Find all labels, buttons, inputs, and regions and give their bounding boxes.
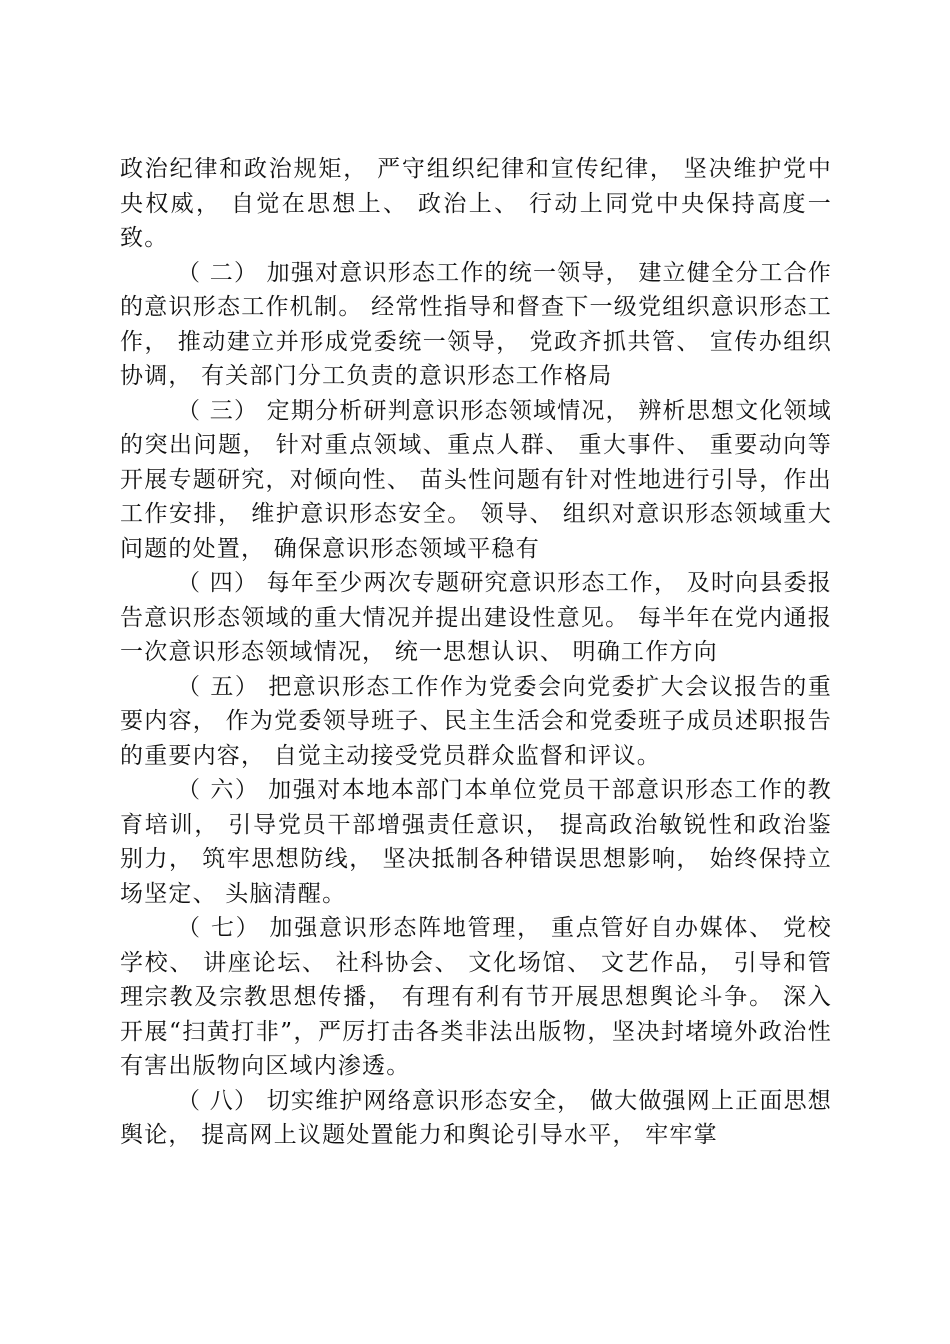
paragraph-item-2: （ 二） 加强对意识形态工作的统一领导， 建立健全分工合作的意识形态工作机制。 经常性指导和督查下一级党组织意识形态工作， 推动建立并形成党委统一领导， 党政齐抓共管、 宣传办组织协调， 有关部门分工负责的意识形态工作格局 bbox=[120, 259, 832, 389]
paragraph-item-6: （ 六） 加强对本地本部门本单位党员干部意识形态工作的教育培训， 引导党员干部增强责任意识， 提高政治敏锐性和政治鉴别力， 筑牢思想防线， 坚决抵制各种错误思想影响， 始终保持立场坚定、 头脑清醒。 bbox=[120, 777, 832, 907]
paragraph-continuation: 政治纪律和政治规矩， 严守组织纪律和宣传纪律， 坚决维护党中央权威， 自觉在思想上、 政治上、 行动上同党中央保持高度一致。 bbox=[120, 156, 832, 251]
paragraph-item-8: （ 八） 切实维护网络意识形态安全， 做大做强网上正面思想舆论， 提高网上议题处置能力和舆论引导水平， 牢牢掌 bbox=[120, 1087, 832, 1148]
paragraph-item-4: （ 四） 每年至少两次专题研究意识形态工作， 及时向县委报告意识形态领域的重大情况并提出建设性意见。 每半年在党内通报一次意识形态领域情况， 统一思想认识、 明确工作方向 bbox=[120, 570, 832, 665]
document-body bbox=[120, 152, 832, 1153]
paragraph-item-7: （ 七） 加强意识形态阵地管理， 重点管好自办媒体、 党校学校、 讲座论坛、 社科协会、 文化场馆、 文艺作品， 引导和管理宗教及宗教思想传播， 有理有利有节开展思想舆论斗争。 深入开展“扫黄打非”，严厉打击各类非法出版物，坚决封堵境外政治性有害出版物向区域内渗透。 bbox=[120, 915, 832, 1079]
paragraph-item-3: （ 三） 定期分析研判意识形态领域情况， 辨析思想文化领域的突出问题， 针对重点领域、重点人群、 重大事件、 重要动向等开展专题研究，对倾向性、 苗头性问题有针对性地进行引导，作出工作安排， 维护意识形态安全。 领导、 组织对意识形态领域重大问题的处置， 确保意识形态领域平稳有 bbox=[120, 397, 832, 562]
paragraph-item-5: （ 五） 把意识形态工作作为党委会向党委扩大会议报告的重要内容， 作为党委领导班子、民主生活会和党委班子成员述职报告的重要内容， 自觉主动接受党员群众监督和评议。 bbox=[120, 673, 832, 769]
